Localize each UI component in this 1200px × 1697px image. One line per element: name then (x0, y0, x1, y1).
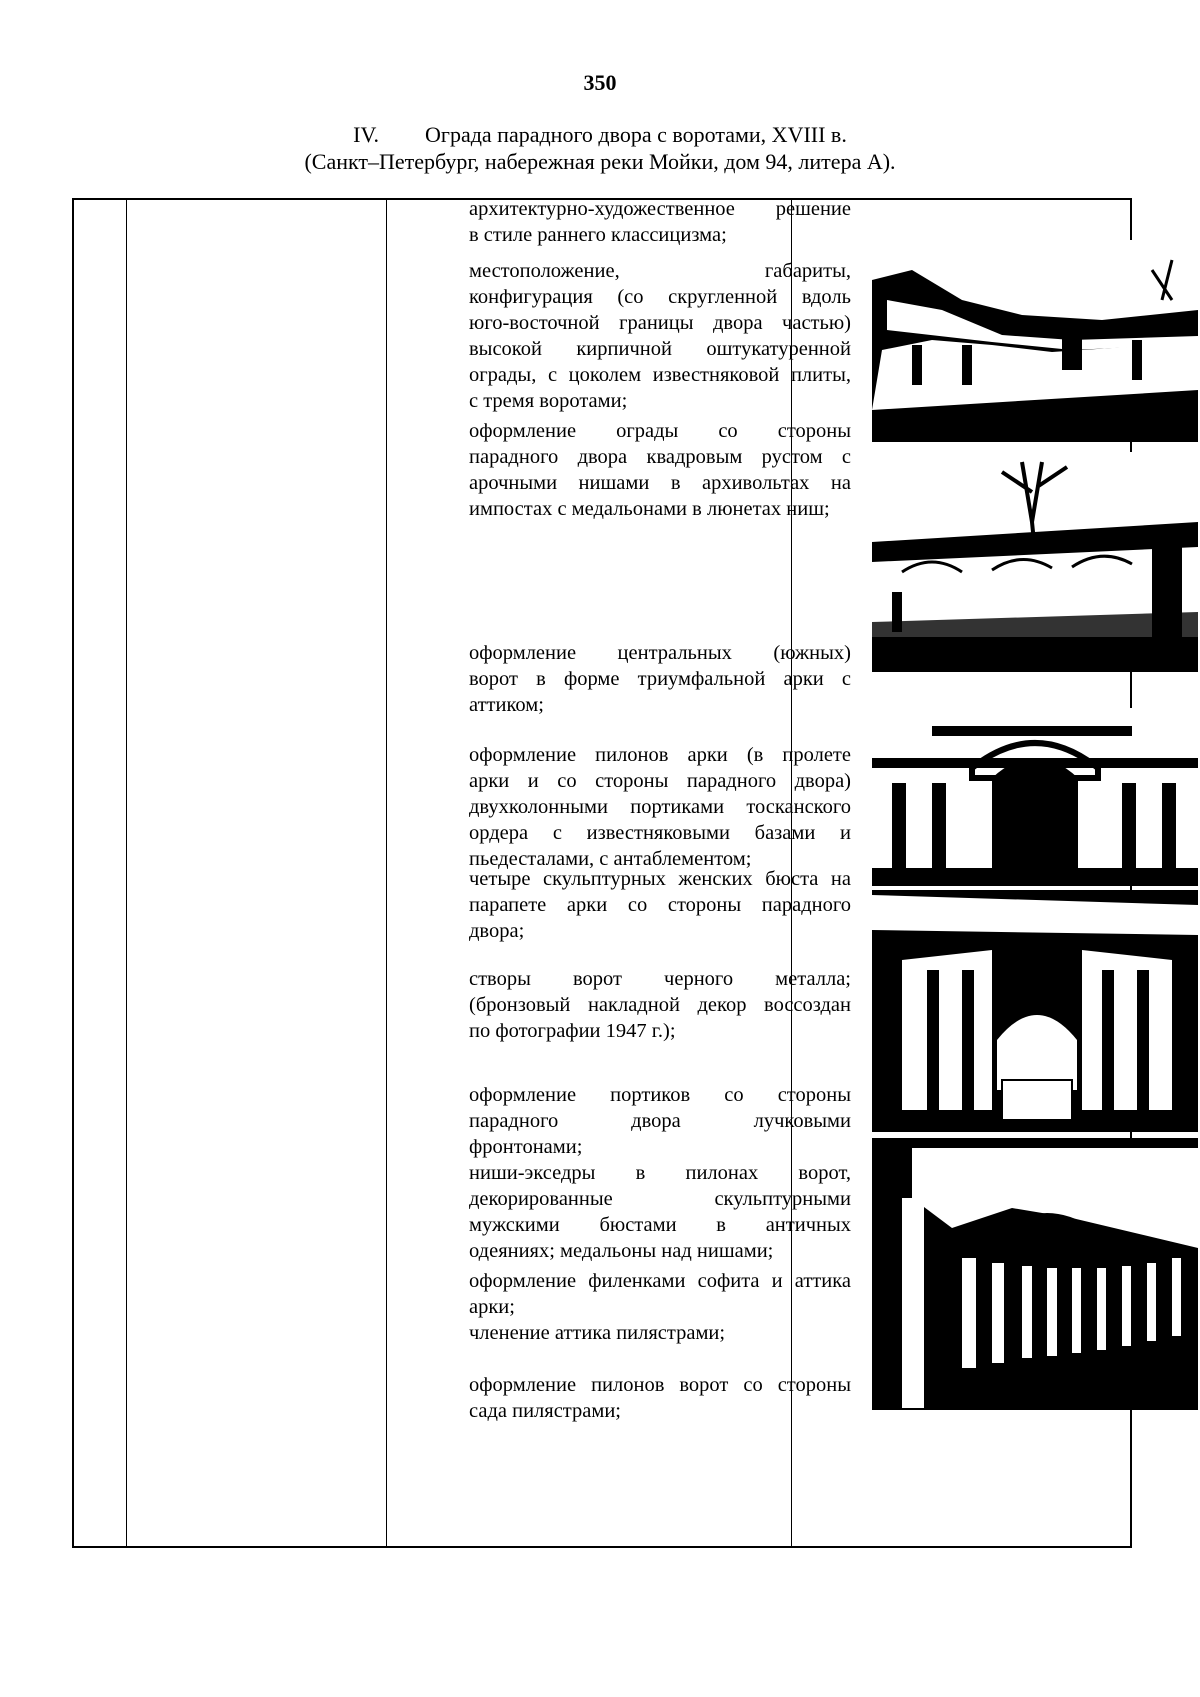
feature-description (469, 1082, 851, 1264)
protected-features-table (72, 198, 1132, 1548)
description-line: архитектурно-художественное решение (469, 198, 851, 220)
description-line: импостах с медальонами в люнетах ниш; (469, 498, 830, 520)
column-divider (126, 200, 127, 1546)
description-line: фронтонами; (469, 1136, 583, 1158)
description-line: оформление пилонов ворот со стороны (469, 1374, 851, 1396)
description-line: одеяниях; медальоны над нишами; (469, 1240, 774, 1262)
description-line: ордера с известняковыми базами и (469, 822, 851, 844)
description-line: оформление филенками софита и аттика (469, 1270, 851, 1292)
section-title (0, 122, 1200, 148)
rusticated-fence-photo (872, 452, 1198, 672)
description-line: конфигурация (со скругленной вдоль (469, 286, 851, 308)
feature-description (469, 1268, 851, 1346)
description-line: ограды, с цоколем известняковой плиты, (469, 364, 851, 386)
description-line: декорированные скульптурными (469, 1188, 851, 1210)
page-number: 350 (583, 70, 617, 95)
address-line: (Санкт–Петербург, набережная реки Мойки, дом 94, литера А). (304, 149, 896, 174)
curved-fence-photo (872, 240, 1198, 442)
feature-description (469, 1372, 851, 1424)
description-line: ниши-экседры в пилонах ворот, (469, 1162, 851, 1184)
description-line: парадного двора квадровым рустом с (469, 446, 851, 468)
feature-description (469, 258, 851, 414)
description-line: оформление ограды со стороны (469, 420, 851, 442)
description-line: в стиле раннего классицизма; (469, 224, 727, 246)
description-line: мужскими бюстами в античных (469, 1214, 851, 1236)
description-line: сада пилястрами; (469, 1400, 621, 1422)
description-line: оформление центральных (южных) (469, 642, 851, 664)
description-line: парадного двора лучковыми (469, 1110, 851, 1132)
description-line: по фотографии 1947 г.); (469, 1020, 676, 1042)
description-line: двухколонными портиками тосканского (469, 796, 851, 818)
arch-gate-photo (872, 890, 1198, 1132)
triumphal-arch-photo (872, 708, 1198, 886)
description-line: створы ворот черного металла; (469, 968, 851, 990)
description-line: двора; (469, 920, 525, 942)
description-line: ворот в форме триумфальной арки с (469, 668, 851, 690)
description-line: оформление пилонов арки (в пролете (469, 744, 851, 766)
section-title-text: Ограда парадного двора с воротами, XVIII в. (425, 122, 847, 147)
description-line: аттиком; (469, 694, 544, 716)
description-line: с тремя воротами; (469, 390, 628, 412)
description-line: четыре скульптурных женских бюста на (469, 868, 851, 890)
description-line: арки; (469, 1296, 515, 1318)
description-line: арки и со стороны парадного двора) (469, 770, 851, 792)
description-line: парапете арки со стороны парадного (469, 894, 851, 916)
description-line: высокой кирпичной оштукатуренной (469, 338, 851, 360)
description-line: оформление портиков со стороны (469, 1084, 851, 1106)
feature-description (469, 966, 851, 1044)
description-line: арочными нишами в архивольтах на (469, 472, 851, 494)
description-line: юго-восточной границы двора частью) (469, 312, 851, 334)
description-line: членение аттика пилястрами; (469, 1322, 726, 1344)
column-divider (386, 200, 387, 1546)
feature-description (469, 742, 851, 872)
feature-description (469, 418, 851, 522)
feature-description (469, 866, 851, 944)
description-line: пьедесталами, с антаблементом; (469, 848, 752, 870)
feature-description (469, 640, 851, 718)
description-line: местоположение, габариты, (469, 260, 851, 282)
section-number: IV. (353, 122, 380, 147)
description-line: (бронзовый накладной декор воссоздан (469, 994, 851, 1016)
colonnade-photo (872, 1138, 1198, 1410)
feature-description (469, 196, 851, 248)
